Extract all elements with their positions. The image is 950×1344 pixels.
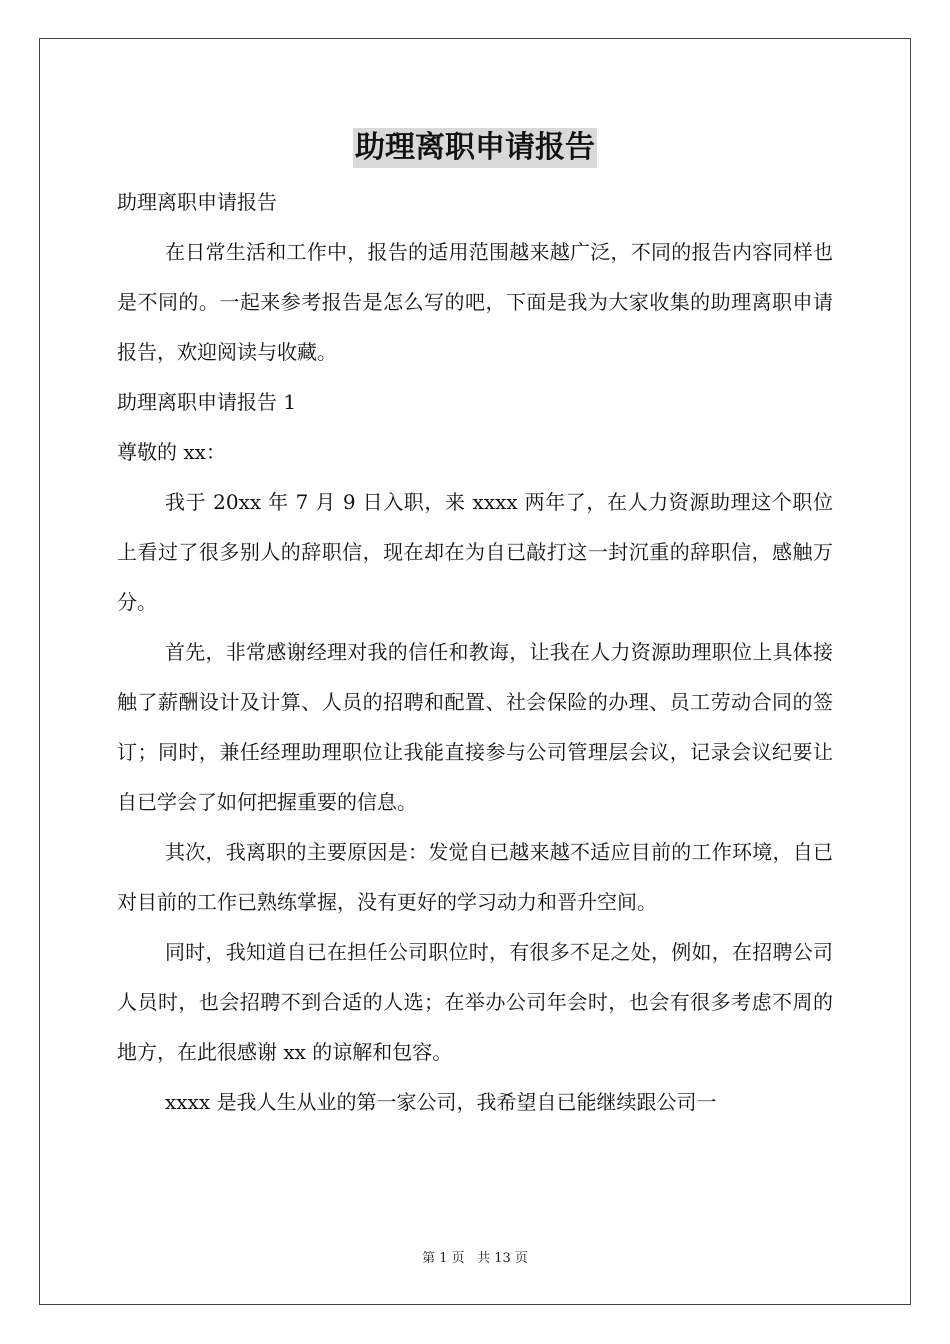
paragraph: 尊敬的 xx： <box>117 440 226 464</box>
paragraph: 同时，我知道自已在担任公司职位时，有很多不足之处，例如，在招聘公司人员时，也会招聘不到合适的人选；在举办公司年会时，也会有很多考虑不周的地方，在此很感谢 xx 的谅解和包容。 <box>117 940 833 1064</box>
paragraph: 助理离职申请报告 <box>117 190 277 214</box>
paragraph: 在日常生活和工作中，报告的适用范围越来越广泛，不同的报告内容同样也是不同的。一起来参考报告是怎么写的吧，下面是我为大家收集的助理离职申请报告，欢迎阅读与收藏。 <box>117 240 833 364</box>
paragraph: xxxx 是我人生从业的第一家公司，我希望自已能继续跟公司一 <box>165 1090 717 1114</box>
page-number: 第 1 页 <box>422 1251 465 1266</box>
total-pages: 共 13 页 <box>477 1251 528 1266</box>
paragraph: 其次，我离职的主要原因是：发觉自已越来越不适应目前的工作环境，自已对目前的工作已熟练掌握，没有更好的学习动力和晋升空间。 <box>117 840 833 914</box>
document-body <box>117 177 833 1127</box>
document-title: 助理离职申请报告 <box>353 128 597 168</box>
paragraph: 首先，非常感谢经理对我的信任和教诲，让我在人力资源助理职位上具体接触了薪酬设计及计算、人员的招聘和配置、社会保险的办理、员工劳动合同的签订；同时，兼任经理助理职位让我能直接参与公司管理层会议，记录会议纪要让自已学会了如何把握重要的信息。 <box>117 640 833 814</box>
paragraph: 助理离职申请报告 1 <box>117 390 297 414</box>
paragraph: 我于 20xx 年 7 月 9 日入职，来 xxxx 两年了，在人力资源助理这个职位上看过了很多别人的辞职信，现在却在为自已敲打这一封沉重的辞职信，感触万分。 <box>117 490 833 614</box>
page-footer <box>0 1247 950 1266</box>
title-container <box>0 128 950 168</box>
